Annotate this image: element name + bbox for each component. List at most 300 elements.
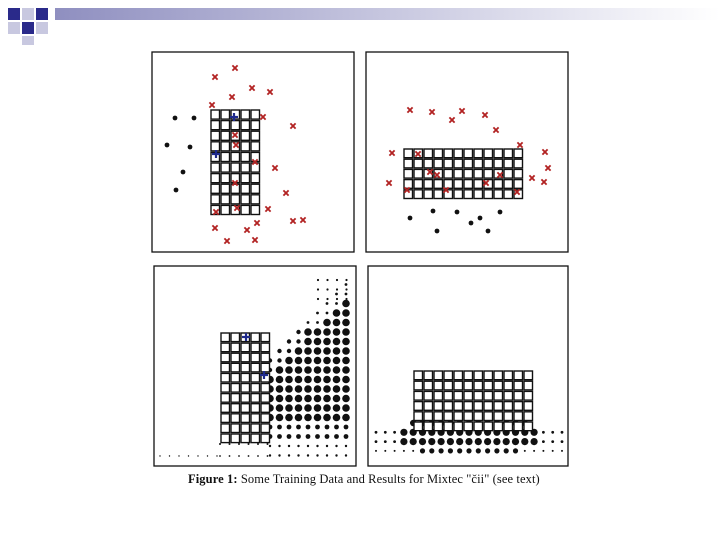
grid-cell [261, 414, 270, 423]
result-dot [447, 438, 454, 445]
result-dot [561, 440, 564, 443]
grid-cell [494, 402, 503, 411]
result-dot [333, 309, 341, 317]
grid-cell [261, 333, 270, 342]
result-dot [159, 455, 160, 456]
result-dot [561, 450, 563, 452]
result-dot [394, 450, 396, 452]
result-dot [333, 338, 341, 346]
grid-cell [241, 404, 250, 413]
grid-cell [404, 180, 413, 189]
result-dot [296, 330, 300, 334]
result-dot [335, 293, 338, 296]
result-dot [342, 366, 350, 374]
black-dot-marker [486, 229, 491, 234]
result-dot [276, 395, 284, 403]
grid-cell [251, 131, 260, 140]
grid-cell [414, 391, 423, 400]
grid-cell [474, 190, 483, 199]
result-dot [345, 283, 348, 286]
result-dot [314, 366, 322, 374]
result-dot [326, 298, 328, 300]
grid-cell [211, 184, 220, 193]
result-dot [216, 455, 217, 456]
grid-cell [241, 343, 250, 352]
grid-cell [514, 149, 523, 158]
grid-cell [444, 149, 453, 158]
grid-cell [434, 180, 443, 189]
grid-cell [231, 333, 240, 342]
grid-cell [251, 174, 260, 183]
result-dot [297, 445, 299, 447]
result-dot [288, 454, 290, 456]
result-dot [316, 321, 319, 324]
grid-cell [484, 159, 493, 168]
grid-cell [251, 404, 260, 413]
grid-cell [464, 412, 473, 421]
result-dot [345, 298, 347, 300]
result-dot [317, 288, 319, 290]
result-dot [336, 288, 338, 290]
grid-cell [474, 159, 483, 168]
result-dot [317, 298, 319, 300]
grid-cell [211, 163, 220, 172]
result-dot [521, 438, 528, 445]
grid-cell [484, 412, 493, 421]
grid-cell [231, 163, 240, 172]
result-dot [513, 448, 518, 453]
grid-cell [241, 384, 250, 393]
result-dot [269, 445, 271, 447]
grid-cell [494, 422, 503, 431]
result-dot [335, 454, 337, 456]
result-dot [295, 404, 303, 412]
grid-cell [414, 190, 423, 199]
result-dot [295, 385, 303, 393]
grid-cell [221, 434, 230, 443]
grid-cell [261, 363, 270, 372]
grid-cell [221, 363, 230, 372]
result-dot [323, 357, 331, 365]
grid-cell [434, 381, 443, 390]
grid-cell [241, 131, 250, 140]
grid-cell [524, 422, 533, 431]
grid-cell [414, 371, 423, 380]
grid-cell [454, 391, 463, 400]
result-dot [336, 298, 338, 300]
grid-cell [514, 412, 523, 421]
result-dot [524, 450, 526, 452]
grid-cell [434, 402, 443, 411]
result-dot [287, 434, 292, 439]
result-dot [306, 425, 311, 430]
grid-cell [221, 205, 230, 214]
grid-cell [464, 169, 473, 178]
grid-cell [454, 190, 463, 199]
result-dot [342, 395, 350, 403]
grid-cell [221, 404, 230, 413]
result-dot [207, 455, 208, 456]
grid-cell [414, 381, 423, 390]
result-dot [342, 319, 350, 327]
result-dot [333, 385, 341, 393]
result-dot [393, 431, 396, 434]
grid-cell [221, 184, 230, 193]
grid-cell [494, 381, 503, 390]
grid-cell [454, 371, 463, 380]
grid-cell [231, 424, 240, 433]
result-dot [285, 404, 293, 412]
result-dot [504, 448, 509, 453]
result-dot [315, 425, 320, 430]
grid-cell [241, 414, 250, 423]
result-dot [306, 434, 311, 439]
result-dot [304, 357, 312, 365]
result-dot [333, 328, 341, 336]
result-dot [457, 448, 462, 453]
grid-cell [424, 412, 433, 421]
result-dot [323, 414, 331, 422]
black-dot-marker [188, 145, 193, 150]
result-dot [323, 338, 331, 346]
grid-cell [444, 391, 453, 400]
grid-cell [251, 384, 260, 393]
result-dot [248, 455, 250, 457]
result-dot [325, 425, 330, 430]
grid-cell [251, 333, 260, 342]
result-dot [323, 404, 331, 412]
black-dot-marker [181, 170, 186, 175]
grid-cell [221, 121, 230, 130]
grid-cell [514, 381, 523, 390]
grid-cell [464, 180, 473, 189]
grid-cell [414, 180, 423, 189]
grid-cell [494, 371, 503, 380]
black-dot-marker [431, 209, 436, 214]
grid-cell [251, 343, 260, 352]
result-dot [403, 450, 405, 452]
result-dot [287, 339, 291, 343]
result-dot [325, 434, 330, 439]
grid-cell [494, 190, 503, 199]
result-dot [178, 455, 179, 456]
result-dot [315, 434, 320, 439]
result-dot [561, 431, 564, 434]
grid-cell [424, 190, 433, 199]
grid-cell [464, 159, 473, 168]
result-dot [345, 445, 347, 447]
grid-cell [474, 422, 483, 431]
grid-cell [524, 381, 533, 390]
grid-cell [231, 363, 240, 372]
result-dot [342, 404, 350, 412]
black-dot-marker [455, 210, 460, 215]
result-dot [342, 376, 350, 384]
grid-cell [514, 391, 523, 400]
result-dot [219, 455, 221, 457]
black-dot-marker [165, 143, 170, 148]
grid-cell [524, 391, 533, 400]
result-dot [304, 347, 312, 355]
result-dot [475, 438, 482, 445]
result-dot [276, 404, 284, 412]
result-dot [375, 450, 377, 452]
grid-cell [251, 414, 260, 423]
grid-cell [251, 205, 260, 214]
result-dot [188, 455, 189, 456]
result-dot [295, 366, 303, 374]
grid-cell [474, 412, 483, 421]
grid-cell [211, 195, 220, 204]
result-dot [307, 454, 309, 456]
grid-cell [221, 152, 230, 161]
result-dot [342, 385, 350, 393]
result-dot [316, 312, 319, 315]
black-dot-marker [174, 188, 179, 193]
grid-cell [241, 121, 250, 130]
result-dot [285, 395, 293, 403]
grid-cell [221, 424, 230, 433]
grid-cell [404, 169, 413, 178]
grid-cell [444, 381, 453, 390]
grid-cell [231, 434, 240, 443]
result-dot [344, 434, 349, 439]
grid-cell [221, 195, 230, 204]
result-dot [342, 300, 350, 308]
result-dot [484, 438, 491, 445]
grid-cell [251, 353, 260, 362]
result-dot [542, 440, 545, 443]
grid-cell [424, 381, 433, 390]
grid-cell [464, 422, 473, 431]
result-dot [314, 347, 322, 355]
result-dot [307, 321, 310, 324]
grid-cell [221, 163, 230, 172]
result-dot [342, 328, 350, 336]
grid-cell [424, 149, 433, 158]
grid-cell [241, 424, 250, 433]
result-dot [533, 450, 535, 452]
result-dot [277, 434, 282, 439]
grid-cell [474, 180, 483, 189]
grid-cell [414, 169, 423, 178]
result-dot [278, 445, 280, 447]
grid-cell [474, 149, 483, 158]
grid-cell [424, 391, 433, 400]
black-dot-marker [435, 229, 440, 234]
grid-cell [231, 195, 240, 204]
grid-cell [454, 169, 463, 178]
grid-cell [211, 121, 220, 130]
result-dot [345, 279, 347, 281]
grid-cell [221, 333, 230, 342]
result-dot [323, 366, 331, 374]
grid-cell [241, 373, 250, 382]
grid-cell [231, 384, 240, 393]
grid-cell [261, 384, 270, 393]
result-dot [314, 328, 322, 336]
grid-cell [494, 391, 503, 400]
grid-cell [241, 174, 250, 183]
result-dot [197, 455, 198, 456]
grid-cell [241, 195, 250, 204]
grid-cell [474, 381, 483, 390]
grid-cell [434, 391, 443, 400]
grid-cell [464, 391, 473, 400]
result-dot [238, 455, 240, 457]
grid-cell [454, 149, 463, 158]
grid-cell [231, 343, 240, 352]
result-dot [333, 366, 341, 374]
grid-cell [474, 371, 483, 380]
grid-cell [211, 174, 220, 183]
grid-cell [221, 343, 230, 352]
grid-cell [524, 402, 533, 411]
grid-cell [484, 402, 493, 411]
result-dot [375, 431, 378, 434]
result-dot [384, 431, 387, 434]
grid-cell [504, 371, 513, 380]
result-dot [333, 357, 341, 365]
result-dot [276, 414, 284, 422]
grid-cell [221, 384, 230, 393]
result-dot [304, 404, 312, 412]
grid-cell [494, 412, 503, 421]
result-dot [304, 366, 312, 374]
figure-caption [188, 472, 608, 492]
result-dot [326, 312, 329, 315]
grid-cell [241, 394, 250, 403]
result-dot [333, 347, 341, 355]
grid-cell [454, 159, 463, 168]
grid-cell [464, 190, 473, 199]
result-dot [257, 455, 259, 457]
grid-cell [251, 184, 260, 193]
grid-cell [464, 371, 473, 380]
result-dot [342, 357, 350, 365]
result-dot [345, 293, 348, 296]
result-dot [420, 448, 425, 453]
result-dot [323, 319, 331, 327]
grid-cell [484, 371, 493, 380]
result-dot [503, 438, 510, 445]
result-dot [485, 448, 490, 453]
result-dot [335, 445, 337, 447]
grid-cell [454, 422, 463, 431]
result-dot [551, 440, 554, 443]
grid-cell [514, 180, 523, 189]
grid-cell [514, 371, 523, 380]
grid-cell [514, 422, 523, 431]
result-dot [276, 376, 284, 384]
result-dot [342, 309, 350, 317]
grid-cell [211, 131, 220, 140]
result-dot [342, 338, 350, 346]
grid-cell [221, 414, 230, 423]
grid-cell [211, 142, 220, 151]
grid-cell [241, 110, 250, 119]
result-dot [345, 454, 347, 456]
grid-cell [484, 190, 493, 199]
grid-cell [231, 404, 240, 413]
result-dot [393, 440, 396, 443]
grid-cell [434, 149, 443, 158]
result-dot [276, 366, 284, 374]
black-dot-marker [408, 216, 413, 221]
grid-cell [241, 353, 250, 362]
grid-cell [261, 394, 270, 403]
grid-cell [434, 159, 443, 168]
grid-cell [514, 169, 523, 178]
grid-cell [251, 424, 260, 433]
grid-cell [221, 373, 230, 382]
grid-cell [221, 394, 230, 403]
result-dot [344, 425, 349, 430]
grid-cell [444, 371, 453, 380]
grid-cell [251, 110, 260, 119]
grid-cell [221, 174, 230, 183]
grid-cell [241, 184, 250, 193]
grid-cell [221, 353, 230, 362]
result-dot [400, 429, 407, 436]
grid-cell [424, 159, 433, 168]
grid-cell [261, 424, 270, 433]
result-dot [542, 450, 544, 452]
result-dot [384, 450, 386, 452]
result-dot [314, 338, 322, 346]
result-dot [551, 431, 554, 434]
grid-cell [231, 184, 240, 193]
result-dot [333, 319, 341, 327]
grid-cell [484, 149, 493, 158]
result-dot [326, 288, 328, 290]
grid-cell [261, 353, 270, 362]
result-dot [169, 455, 170, 456]
grid-cell [251, 195, 260, 204]
result-dot [317, 279, 319, 281]
result-dot [277, 349, 281, 353]
result-dot [439, 448, 444, 453]
result-dot [342, 347, 350, 355]
result-dot [304, 376, 312, 384]
grid-cell [504, 180, 513, 189]
grid-cell [474, 391, 483, 400]
result-dot [316, 454, 318, 456]
result-dot [314, 385, 322, 393]
result-dot [314, 357, 322, 365]
result-dot [465, 438, 472, 445]
grid-cell [251, 434, 260, 443]
grid-cell [484, 391, 493, 400]
caption-label: Figure 1: [188, 472, 238, 486]
result-dot [285, 357, 293, 365]
result-dot [285, 414, 293, 422]
result-dot [314, 414, 322, 422]
result-dot [466, 448, 471, 453]
grid-cell [484, 169, 493, 178]
result-dot [345, 288, 347, 290]
grid-cell [251, 373, 260, 382]
result-dot [229, 455, 231, 457]
grid-cell [444, 422, 453, 431]
grid-cell [404, 159, 413, 168]
result-dot [333, 404, 341, 412]
result-dot [304, 414, 312, 422]
grid-cell [211, 110, 220, 119]
grid-cell [504, 412, 513, 421]
grid-cell [414, 422, 423, 431]
grid-cell [241, 142, 250, 151]
